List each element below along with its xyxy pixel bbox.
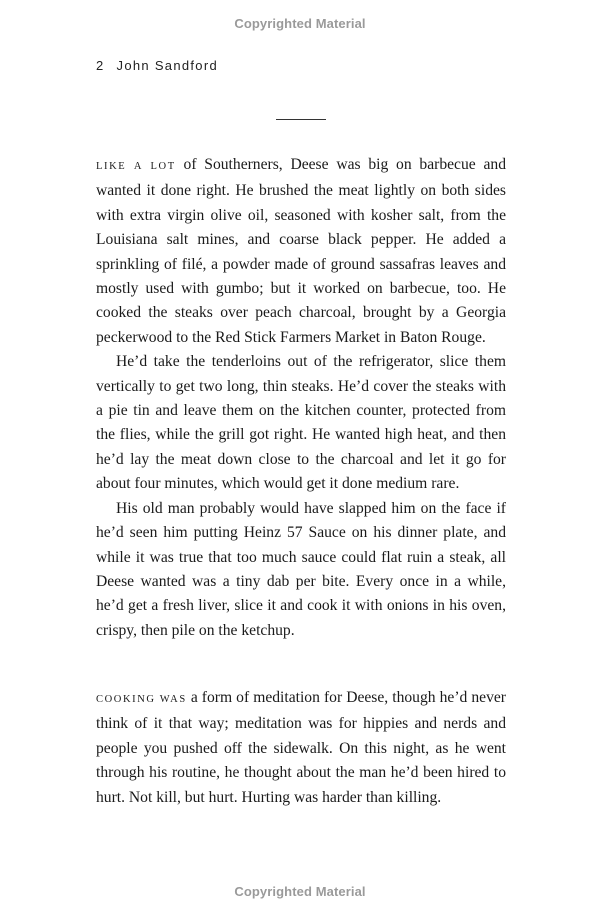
paragraph: His old man probably would have slapped him on the face if he’d seen him putting Heinz 57 Sauce on his dinner plate, and while it was true that too much sauce could flat ruin a steak, all Deese wanted was a tiny dab per bite. Every once in a while, he’d get a fresh liver, slice it and cook it with onions in his oven, crispy, then pile on the ketchup. (96, 499, 506, 639)
paragraph (96, 153, 506, 350)
section-two (96, 686, 506, 810)
small-caps-lead-in: COOKING WAS (96, 694, 187, 705)
paragraph: He’d take the tenderloins out of the refrigerator, slice them vertically to get two long, thin steaks. He’d cover the steaks with a pie tin and leave them on the kitchen counter, protected from the flies, while the grill got right. He wanted high heat, and then he’d lay the meat down close to the charcoal and let it go for about four minutes, which would get it done medium rare. (96, 353, 506, 493)
paragraph-text: of Southerners, Deese was big on barbecue and wanted it done right. He brushed the meat lightly on both sides with extra virgin olive oil, seasoned with kosher salt, from the Louisiana salt mines, and coarse black pepper. He added a sprinkling of filé, a powder made of ground sassafras leaves and mostly used with gumbo; but it worked on barbecue, too. He cooked the steaks over peach charcoal, brought by a Georgia peckerwood to the Red Stick Farmers Market in Baton Rouge. (96, 156, 506, 346)
paragraph-text: a form of meditation for Deese, though he’d never think of it that way; meditation was for hippies and nerds and people you pushed off the sidewalk. On this night, as he went through his routine, he thought about the man he’d been hired to hurt. Not kill, but hurt. Hurting was harder than killing. (96, 689, 506, 806)
copyright-watermark-top: Copyrighted Material (234, 16, 366, 31)
running-head (96, 58, 218, 73)
small-caps-lead-in: LIKE A LOT (96, 161, 176, 172)
author-name: John Sandford (116, 58, 218, 73)
copyright-watermark-bottom: Copyrighted Material (234, 884, 366, 899)
section-divider-rule (276, 119, 326, 120)
section-one (96, 153, 506, 643)
paragraph (96, 686, 506, 810)
page-number: 2 (96, 58, 105, 73)
